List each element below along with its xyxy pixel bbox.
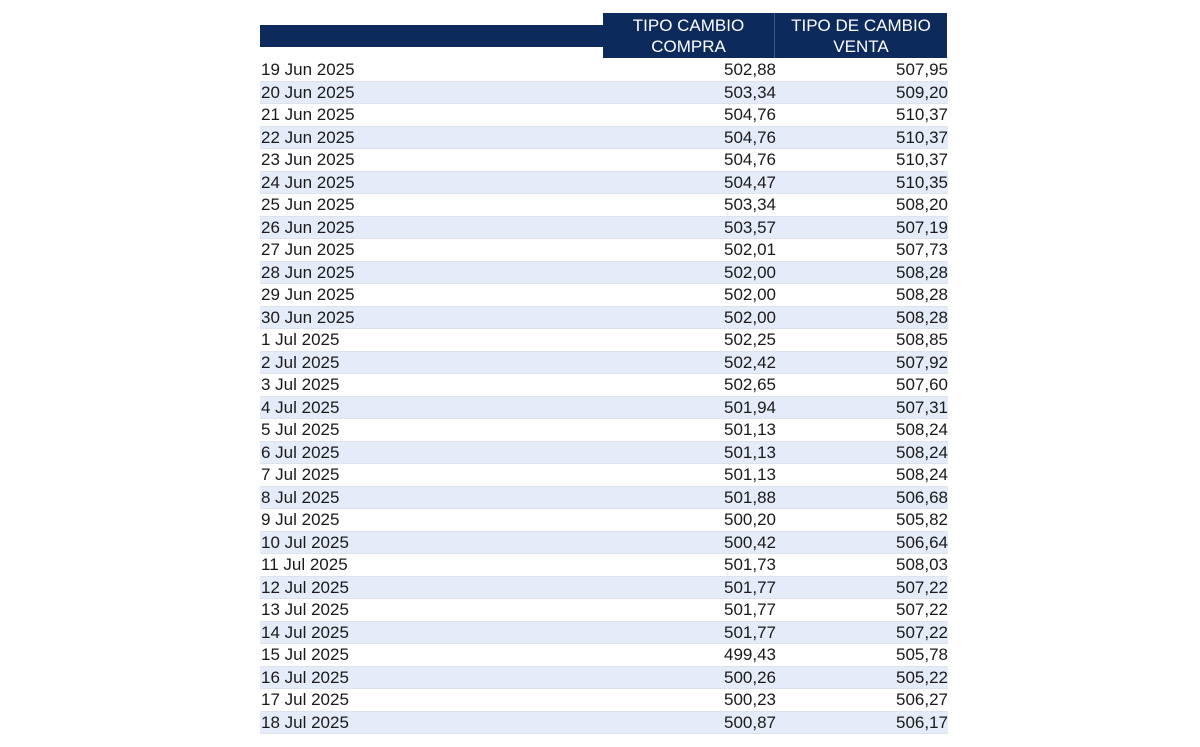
table-row <box>260 689 948 712</box>
sell-rate-cell: 507,60 <box>896 375 948 394</box>
buy-rate-cell: 500,42 <box>724 532 776 552</box>
table-row <box>260 352 948 375</box>
buy-rate-cell: 501,94 <box>724 397 776 417</box>
date-cell: 10 Jul 2025 <box>261 532 349 552</box>
date-cell: 14 Jul 2025 <box>261 622 349 642</box>
sell-rate-cell: 506,17 <box>896 712 948 732</box>
date-cell: 25 Jun 2025 <box>261 195 355 214</box>
date-cell: 22 Jun 2025 <box>261 127 355 147</box>
date-cell: 24 Jun 2025 <box>261 172 355 192</box>
buy-rate-cell: 500,20 <box>724 510 776 529</box>
date-cell: 16 Jul 2025 <box>261 667 349 687</box>
table-row <box>260 532 948 555</box>
buy-rate-cell: 502,00 <box>724 262 776 282</box>
sell-rate-cell: 508,24 <box>896 442 948 462</box>
sell-rate-column-header: TIPO DE CAMBIO VENTA <box>775 13 947 58</box>
date-cell: 9 Jul 2025 <box>261 510 340 529</box>
date-cell: 15 Jul 2025 <box>261 645 349 664</box>
table-row <box>260 712 948 735</box>
buy-rate-cell: 499,43 <box>724 645 776 664</box>
buy-rate-cell: 504,76 <box>724 150 776 169</box>
table-header <box>260 13 948 58</box>
table-row <box>260 59 948 82</box>
buy-rate-cell: 504,76 <box>724 127 776 147</box>
sell-rate-cell: 508,85 <box>896 330 948 349</box>
table-row <box>260 104 948 127</box>
buy-rate-cell: 500,87 <box>724 712 776 732</box>
buy-rate-cell: 500,26 <box>724 667 776 687</box>
table-body <box>260 59 948 734</box>
date-cell: 6 Jul 2025 <box>261 442 340 462</box>
sell-rate-cell: 508,28 <box>896 285 948 304</box>
table-row <box>260 172 948 195</box>
date-cell: 19 Jun 2025 <box>261 60 355 79</box>
table-row <box>260 554 948 577</box>
table-row <box>260 599 948 622</box>
table-row <box>260 644 948 667</box>
date-cell: 26 Jun 2025 <box>261 217 355 237</box>
date-cell: 3 Jul 2025 <box>261 375 340 394</box>
buy-rate-cell: 500,23 <box>724 690 776 709</box>
sell-rate-cell: 506,27 <box>896 690 948 709</box>
date-cell: 21 Jun 2025 <box>261 105 355 124</box>
sell-rate-cell: 506,68 <box>896 487 948 507</box>
date-cell: 23 Jun 2025 <box>261 150 355 169</box>
table-row <box>260 487 948 510</box>
table-row <box>260 509 948 532</box>
date-column-header <box>260 25 603 47</box>
buy-rate-cell: 503,34 <box>724 195 776 214</box>
date-cell: 2 Jul 2025 <box>261 352 340 372</box>
buy-rate-cell: 502,25 <box>724 330 776 349</box>
sell-rate-cell: 508,28 <box>896 262 948 282</box>
sell-rate-cell: 508,20 <box>896 195 948 214</box>
sell-rate-cell: 507,22 <box>896 600 948 619</box>
sell-rate-cell: 507,95 <box>896 60 948 79</box>
sell-rate-cell: 507,92 <box>896 352 948 372</box>
buy-rate-cell: 501,13 <box>724 420 776 439</box>
sell-rate-cell: 507,19 <box>896 217 948 237</box>
buy-rate-cell: 502,65 <box>724 375 776 394</box>
sell-rate-cell: 507,31 <box>896 397 948 417</box>
sell-rate-cell: 507,22 <box>896 577 948 597</box>
sell-rate-cell: 505,78 <box>896 645 948 664</box>
table-row <box>260 82 948 105</box>
date-cell: 30 Jun 2025 <box>261 307 355 327</box>
table-row <box>260 262 948 285</box>
sell-rate-cell: 510,37 <box>896 127 948 147</box>
table-row <box>260 329 948 352</box>
buy-rate-cell: 501,77 <box>724 577 776 597</box>
sell-rate-cell: 505,22 <box>896 667 948 687</box>
date-cell: 1 Jul 2025 <box>261 330 340 349</box>
table-row <box>260 194 948 217</box>
date-cell: 17 Jul 2025 <box>261 690 349 709</box>
table-row <box>260 239 948 262</box>
sell-rate-cell: 510,37 <box>896 150 948 169</box>
date-cell: 5 Jul 2025 <box>261 420 340 439</box>
buy-rate-cell: 504,76 <box>724 105 776 124</box>
buy-rate-cell: 503,34 <box>724 82 776 102</box>
table-row <box>260 127 948 150</box>
table-row <box>260 577 948 600</box>
date-cell: 18 Jul 2025 <box>261 712 349 732</box>
table-row <box>260 419 948 442</box>
sell-rate-cell: 509,20 <box>896 82 948 102</box>
date-cell: 13 Jul 2025 <box>261 600 349 619</box>
date-cell: 28 Jun 2025 <box>261 262 355 282</box>
table-row <box>260 442 948 465</box>
buy-rate-cell: 502,01 <box>724 240 776 259</box>
buy-rate-cell: 501,77 <box>724 622 776 642</box>
date-cell: 8 Jul 2025 <box>261 487 340 507</box>
sell-rate-cell: 505,82 <box>896 510 948 529</box>
sell-rate-cell: 508,28 <box>896 307 948 327</box>
buy-rate-cell: 502,88 <box>724 60 776 79</box>
date-cell: 27 Jun 2025 <box>261 240 355 259</box>
table-row <box>260 374 948 397</box>
sell-rate-cell: 508,03 <box>896 555 948 574</box>
buy-rate-cell: 502,42 <box>724 352 776 372</box>
buy-rate-cell: 504,47 <box>724 172 776 192</box>
date-cell: 7 Jul 2025 <box>261 465 340 484</box>
buy-rate-column-header: TIPO CAMBIO COMPRA <box>603 13 775 58</box>
buy-rate-cell: 501,88 <box>724 487 776 507</box>
table-row <box>260 284 948 307</box>
sell-rate-cell: 507,22 <box>896 622 948 642</box>
buy-rate-cell: 502,00 <box>724 285 776 304</box>
sell-rate-cell: 510,35 <box>896 172 948 192</box>
buy-rate-cell: 503,57 <box>724 217 776 237</box>
buy-rate-cell: 501,73 <box>724 555 776 574</box>
table-row <box>260 307 948 330</box>
table-row <box>260 622 948 645</box>
buy-rate-cell: 502,00 <box>724 307 776 327</box>
sell-rate-cell: 507,73 <box>896 240 948 259</box>
date-cell: 4 Jul 2025 <box>261 397 340 417</box>
table-row <box>260 149 948 172</box>
table-row <box>260 397 948 420</box>
buy-rate-cell: 501,13 <box>724 465 776 484</box>
sell-rate-cell: 510,37 <box>896 105 948 124</box>
buy-rate-cell: 501,77 <box>724 600 776 619</box>
date-cell: 20 Jun 2025 <box>261 82 355 102</box>
table-row <box>260 667 948 690</box>
sell-rate-cell: 506,64 <box>896 532 948 552</box>
date-cell: 29 Jun 2025 <box>261 285 355 304</box>
sell-rate-cell: 508,24 <box>896 420 948 439</box>
exchange-rate-table <box>260 13 948 734</box>
date-cell: 12 Jul 2025 <box>261 577 349 597</box>
buy-rate-cell: 501,13 <box>724 442 776 462</box>
date-cell: 11 Jul 2025 <box>261 555 348 574</box>
table-row <box>260 464 948 487</box>
table-row <box>260 217 948 240</box>
sell-rate-cell: 508,24 <box>896 465 948 484</box>
